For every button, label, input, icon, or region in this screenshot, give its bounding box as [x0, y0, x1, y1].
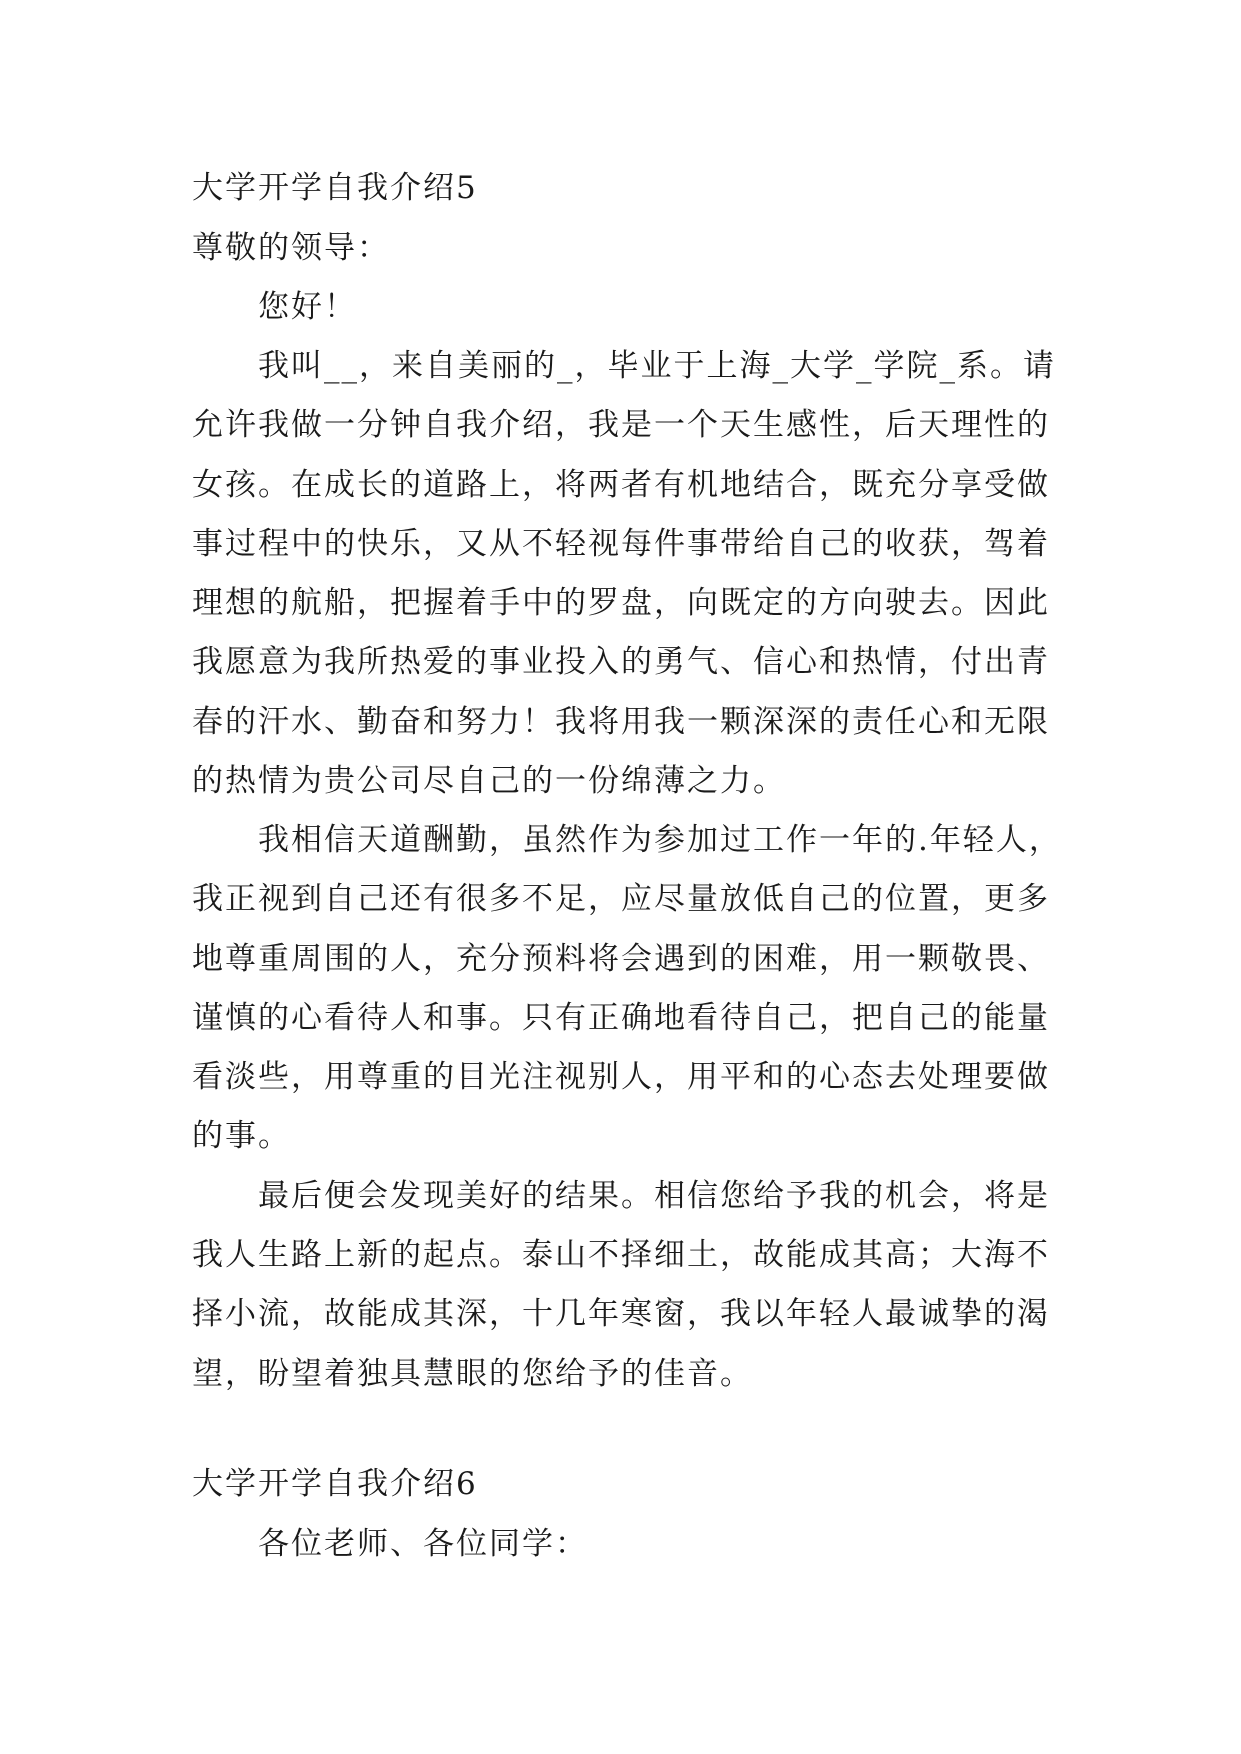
paragraph-line: 择小流，故能成其深，十几年寒窗，我以年轻人最诚挚的渴 [192, 1296, 1050, 1332]
paragraph-line: 我叫__，来自美丽的_，毕业于上海_大学_学院_系。请 [258, 348, 1056, 384]
paragraph-line: 春的汗水、勤奋和努力！我将用我一颗深深的责任心和无限 [192, 704, 1050, 740]
paragraph-line: 女孩。在成长的道路上，将两者有机地结合，既充分享受做 [192, 467, 1050, 503]
paragraph-line: 最后便会发现美好的结果。相信您给予我的机会，将是 [258, 1178, 1050, 1214]
paragraph-line: 的热情为贵公司尽自己的一份绵薄之力。 [192, 763, 786, 799]
paragraph-line: 的事。 [192, 1118, 291, 1154]
section-6-title: 大学开学自我介绍6 [192, 1466, 478, 1502]
paragraph-line: 看淡些，用尊重的目光注视别人，用平和的心态去处理要做 [192, 1059, 1050, 1095]
paragraph-line: 我相信天道酬勤，虽然作为参加过工作一年的.年轻人， [258, 822, 1062, 858]
section-5-title: 大学开学自我介绍5 [192, 170, 478, 206]
section-6-salutation: 各位老师、各位同学： [258, 1526, 588, 1562]
section-5-greeting: 您好！ [258, 289, 357, 325]
section-5-salutation: 尊敬的领导： [192, 230, 390, 266]
paragraph-line: 我人生路上新的起点。泰山不择细土，故能成其高；大海不 [192, 1237, 1050, 1273]
paragraph-line: 谨慎的心看待人和事。只有正确地看待自己，把自己的能量 [192, 1000, 1050, 1036]
paragraph-line: 望，盼望着独具慧眼的您给予的佳音。 [192, 1356, 753, 1392]
paragraph-line: 地尊重周围的人，充分预料将会遇到的困难，用一颗敬畏、 [192, 941, 1050, 977]
paragraph-line: 我愿意为我所热爱的事业投入的勇气、信心和热情，付出青 [192, 644, 1050, 680]
paragraph-line: 事过程中的快乐，又从不轻视每件事带给自己的收获，驾着 [192, 526, 1050, 562]
paragraph-line: 允许我做一分钟自我介绍，我是一个天生感性，后天理性的 [192, 407, 1050, 443]
paragraph-line: 理想的航船，把握着手中的罗盘，向既定的方向驶去。因此 [192, 585, 1050, 621]
paragraph-line: 我正视到自己还有很多不足，应尽量放低自己的位置，更多 [192, 881, 1050, 917]
